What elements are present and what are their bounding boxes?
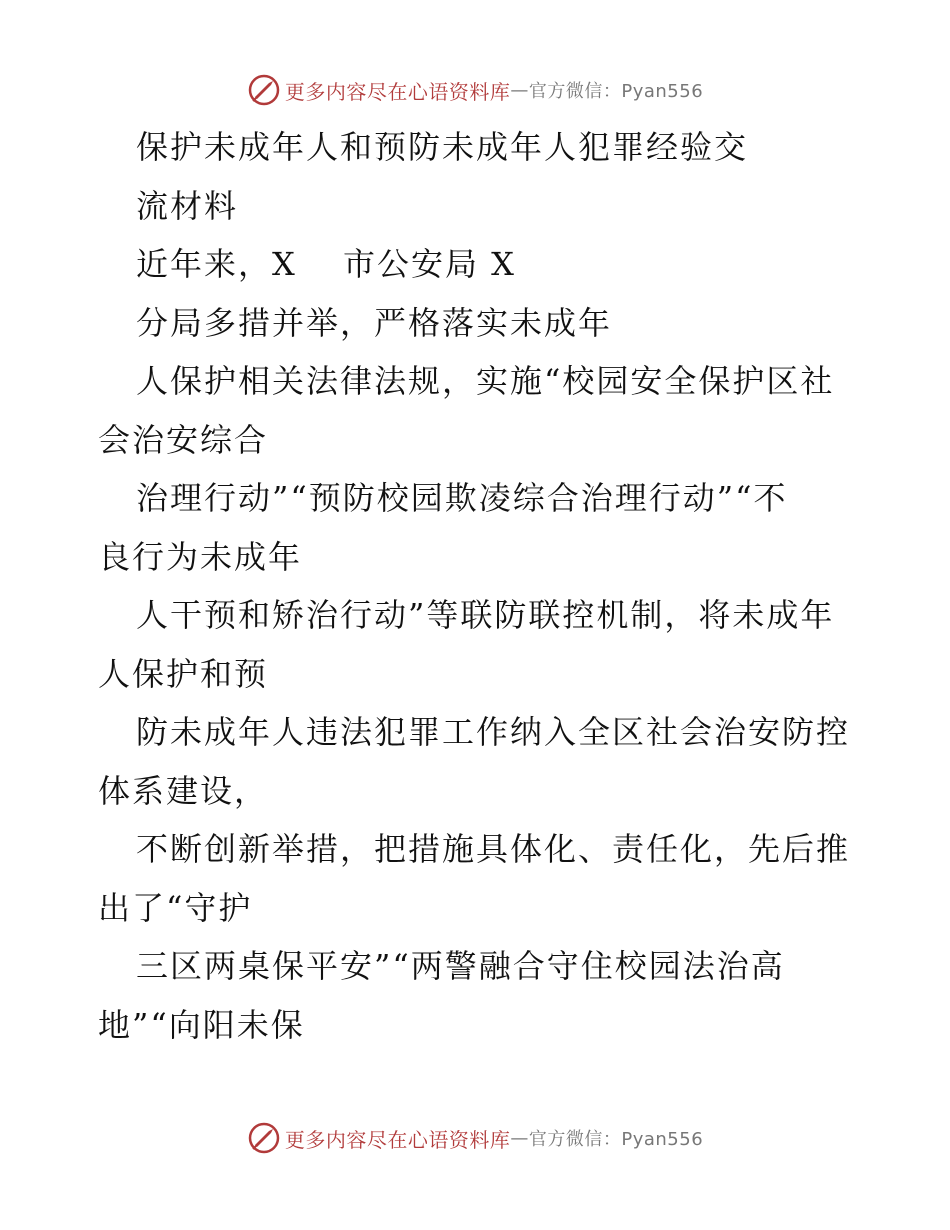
doc-line: 人干预和矫治行动”等联防联控机制，将未成年 xyxy=(136,596,835,634)
header-watermark xyxy=(0,70,950,110)
quill-logo-icon xyxy=(247,1121,281,1155)
doc-line: 不断创新举措，把措施具体化、责任化，先后推 xyxy=(136,830,851,868)
watermark-contact: 官方微信：Pyan556 xyxy=(528,81,704,102)
doc-line: 人保护和预 xyxy=(98,654,269,693)
document-body xyxy=(98,118,858,1054)
doc-line: 分局多措并举，严格落实未成年 xyxy=(136,303,613,342)
watermark-main-text: 更多内容尽在心语资料库 xyxy=(284,79,511,104)
quill-logo-icon xyxy=(247,73,281,107)
doc-line: 出了“守护 xyxy=(98,888,253,927)
doc-line: 保护未成年人和预防未成年人犯罪经验交 xyxy=(136,128,749,166)
doc-line: 治理行动”“预防校园欺凌综合治理行动”“不 xyxy=(136,479,788,517)
doc-line: 地”“向阳未保 xyxy=(98,1005,305,1044)
doc-line: 会治安综合 xyxy=(98,420,269,459)
watermark-dash: — xyxy=(510,1127,529,1149)
doc-line: 良行为未成年 xyxy=(98,537,303,576)
doc-line: 流材料 xyxy=(136,186,239,225)
doc-line: 防未成年人违法犯罪工作纳入全区社会治安防控 xyxy=(136,713,851,751)
doc-line: 体系建设， xyxy=(98,771,269,810)
doc-line: 三区两桌保平安”“两警融合守住校园法治高 xyxy=(136,947,785,985)
footer-watermark xyxy=(0,1118,950,1158)
watermark-main-text: 更多内容尽在心语资料库 xyxy=(284,1127,511,1152)
watermark-contact: 官方微信：Pyan556 xyxy=(528,1129,704,1150)
doc-line: 人保护相关法律法规，实施“校园安全保护区社 xyxy=(136,362,835,400)
doc-line: 近年来，X 市公安局 X xyxy=(136,245,516,283)
watermark-dash: — xyxy=(510,79,529,101)
